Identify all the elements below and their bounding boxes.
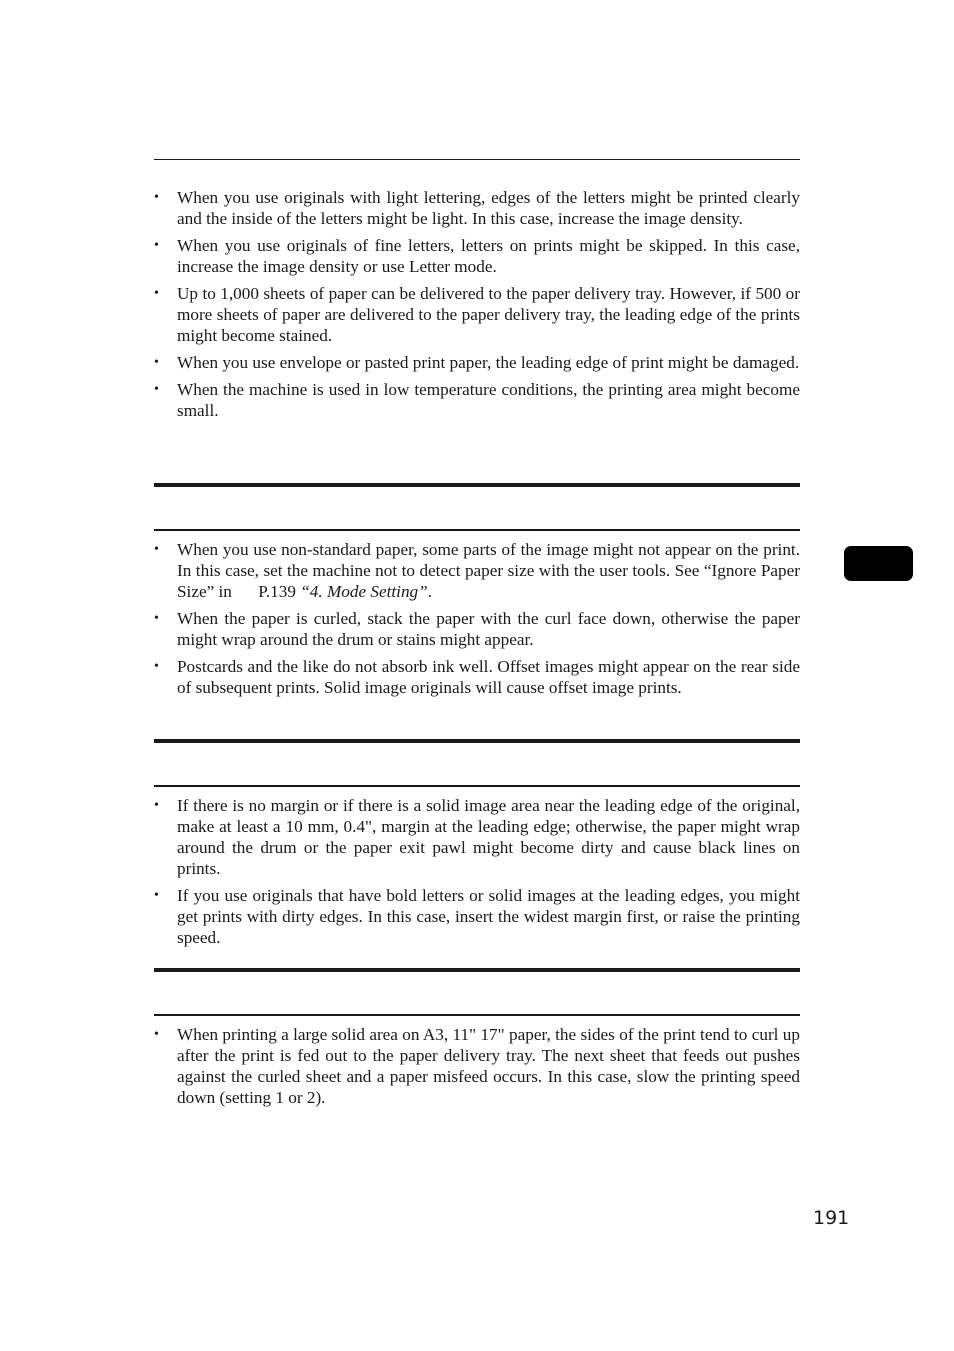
section-3-list: [154, 795, 800, 954]
page-number: 191: [813, 1207, 850, 1229]
page-reference[interactable]: P.139: [258, 582, 301, 601]
list-item: • Postcards and the like do not absorb ink well. Offset images might appear on the rear side of subsequent prints. Solid image originals will cause offset image prints.: [154, 656, 800, 698]
list-item: • If there is no margin or if there is a solid image area near the leading edge of the original, make at least a 10 mm, 0.4", margin at the leading edge; otherwise, the paper might wrap around the drum or the paper exit pawl might become dirty and cause black lines on prints.: [154, 795, 800, 879]
section-1-list: [154, 187, 800, 427]
list-item: • When printing a large solid area on A3, 11" 17" paper, the sides of the print tend to curl up after the print is fed out to the paper delivery tray. The next sheet that feeds out pushes against the curled sheet and a paper misfeed occurs. In this case, slow the printing speed down (setting 1 or 2).: [154, 1024, 800, 1108]
list-item: • When the paper is curled, stack the paper with the curl face down, otherwise the paper might wrap around the drum or stains might appear.: [154, 608, 800, 650]
section-heading-bar: [154, 739, 800, 743]
list-item: • When you use originals of fine letters, letters on prints might be skipped. In this case, increase the image density or use Letter mode.: [154, 235, 800, 277]
section-heading-bar: [154, 483, 800, 487]
list-item: • Up to 1,000 sheets of paper can be delivered to the paper delivery tray. However, if 500 or more sheets of paper are delivered to the paper delivery tray, the leading edge of the prints might become stained.: [154, 283, 800, 346]
section-4-list: [154, 1024, 800, 1114]
section-2-list: [154, 539, 800, 704]
list-item: • When the machine is used in low temperature conditions, the printing area might become small.: [154, 379, 800, 421]
item-text: When you use non-standard paper, some parts of the image might not appear on the print. In this case, set the machine not to detect paper size with the user tools. See “Ignore Paper Size” in: [177, 540, 800, 601]
section-rule: [154, 785, 800, 787]
section-rule: [154, 529, 800, 531]
section-heading-bar: [154, 968, 800, 972]
list-item: • When you use non-standard paper, some parts of the image might not appear on the print. In this case, set the machine not to detect paper size with the user tools. See “Ignore Paper Size” in P.139 “4. Mode Setting”.: [154, 539, 800, 602]
section-rule: [154, 1014, 800, 1016]
list-item: • When you use envelope or pasted print paper, the leading edge of print might be damaged.: [154, 352, 800, 373]
list-item: • If you use originals that have bold letters or solid images at the leading edges, you might get prints with dirty edges. In this case, insert the widest margin first, or raise the printing speed.: [154, 885, 800, 948]
chapter-tab: [844, 546, 913, 581]
section-rule-top: [154, 159, 800, 160]
list-item: • When you use originals with light lettering, edges of the letters might be printed clearly and the inside of the letters might be light. In this case, increase the image density.: [154, 187, 800, 229]
reference-title: “4. Mode Setting”: [300, 582, 428, 601]
